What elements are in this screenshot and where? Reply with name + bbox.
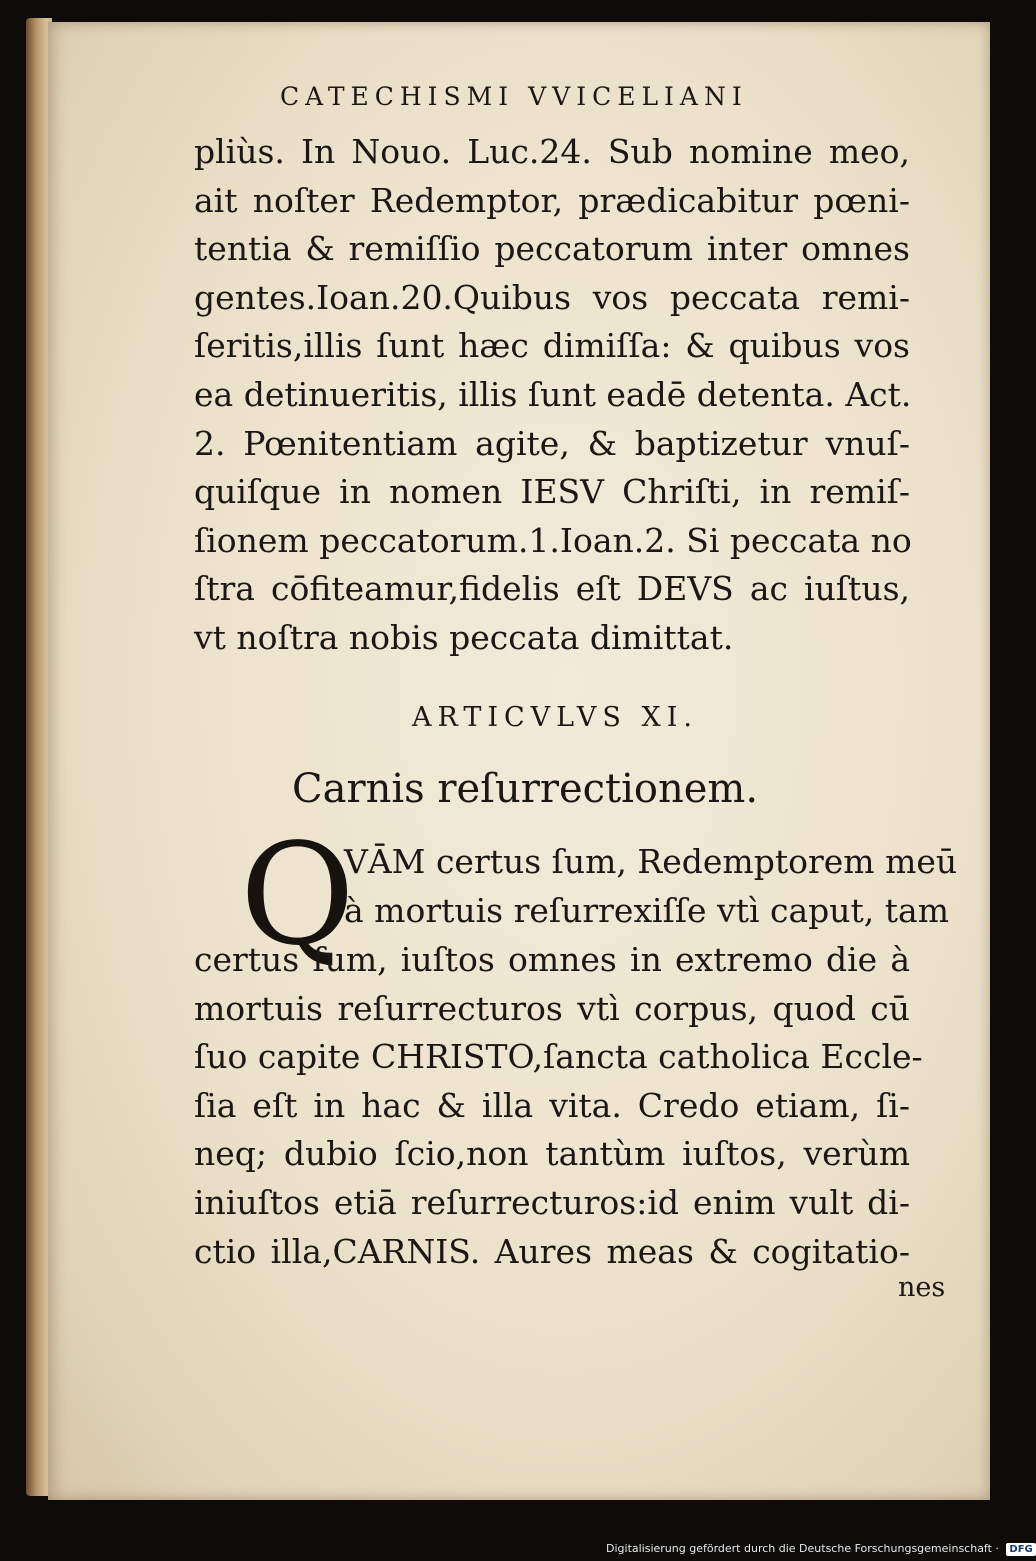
text-line: ſeritis,illis ſunt hæc dimiſſa: & quibus vos [194,326,910,366]
drop-cap-initial: Q [240,814,355,977]
text-line: 2. Pœnitentiam agite, & baptizetur vnuſ- [194,423,910,463]
text-line: ait noſter Redemptor, prædicabitur pœni- [194,180,910,220]
text-line: certus ſum, iuſtos omnes in extremo die à [194,940,910,979]
text-line: vt noſtra nobis peccata dimittat. [194,617,734,657]
paragraph-2-indented [344,838,958,935]
text-line: ctio illa,CARNIS. Aures meas & cogitatio- [194,1231,910,1271]
catchword: nes [898,1272,946,1303]
text-line: VĀM certus ſum, Redemptorem meū [344,842,958,881]
text-line: quiſque in nomen IESV Chriſti, in remiſ- [194,472,910,512]
digitization-credit [606,1542,1036,1556]
credit-text: Digitalisierung gefördert durch die Deutsche Forschungsgemeinschaft · [606,1542,999,1555]
text-line: neq; dubio ſcio,non tantùm iuſtos, verùm [194,1134,910,1174]
text-line: ea detinueritis, illis ſunt eadē detenta. Act. [194,374,912,414]
text-line: iniuſtos etiā reſurrecturos:id enim vult di- [194,1182,910,1222]
section-title: Carnis reſurrectionem. [292,766,759,812]
paragraph-1 [194,128,910,663]
dfg-logo-icon: DFG [1006,1543,1035,1556]
text-line: gentes.Ioan.20.Quibus vos peccata remi- [194,277,910,317]
text-line: ſia eſt in hac & illa vita. Credo etiam, ſi- [194,1085,910,1125]
text-line: ſuo capite CHRISTO,ſancta catholica Eccle- [194,1037,923,1077]
text-line: mortuis reſurrecturos vtì corpus, quod cū [194,988,910,1028]
text-line: tentia & remiſſio peccatorum inter omnes [194,229,910,269]
text-line: pliùs. In Nouo. Luc.24. Sub nomine meo, [194,132,910,171]
running-head: CATECHISMI VVICELIANI [280,82,748,111]
article-heading: ARTICVLVS XI. [412,702,698,733]
text-line: ſionem peccatorum.1.Ioan.2. Si peccata no [194,520,912,560]
text-line: à mortuis reſurrexiſſe vtì caput, tam [344,890,950,930]
text-line: ſtra cōfiteamur,fidelis eſt DEVS ac iuſtus, [194,569,910,609]
paragraph-2 [194,936,923,1276]
